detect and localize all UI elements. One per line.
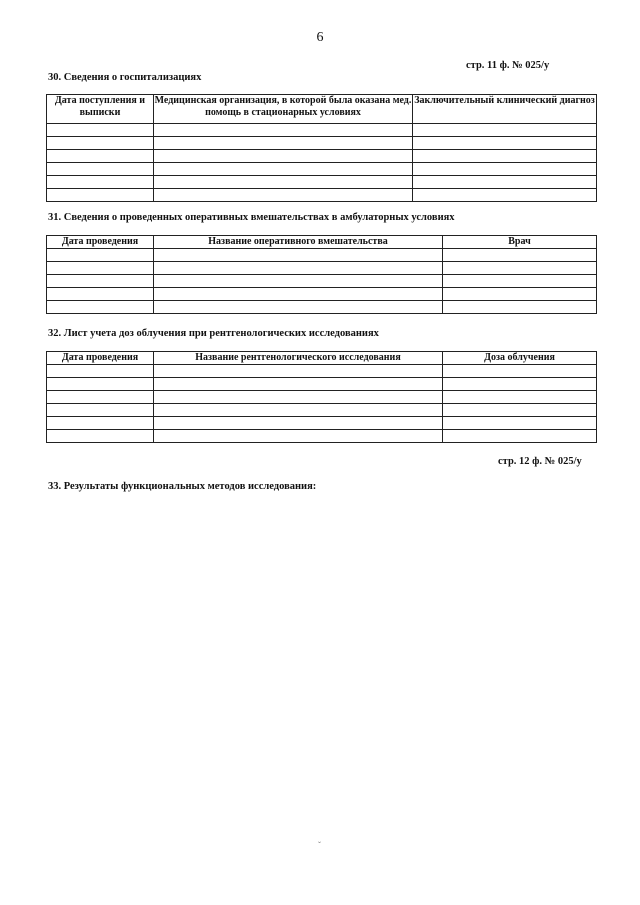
table-row	[47, 163, 597, 176]
table-cell[interactable]	[443, 365, 597, 378]
table-row	[47, 137, 597, 150]
table-cell[interactable]	[47, 163, 154, 176]
table-cell[interactable]	[47, 365, 154, 378]
table-cell[interactable]	[443, 275, 597, 288]
table-row	[47, 417, 597, 430]
table-cell[interactable]	[413, 137, 597, 150]
section-32-title: 32. Лист учета доз облучения при рентгенологических исследованиях	[48, 328, 379, 339]
table-row	[47, 249, 597, 262]
table-row	[47, 189, 597, 202]
table-cell[interactable]	[154, 378, 443, 391]
table-cell[interactable]	[154, 417, 443, 430]
table-cell[interactable]	[47, 150, 154, 163]
table-cell[interactable]	[154, 430, 443, 443]
column-header: Дата поступления и выписки	[47, 95, 154, 124]
table-cell[interactable]	[47, 262, 154, 275]
table-cell[interactable]	[443, 249, 597, 262]
table-cell[interactable]	[154, 189, 413, 202]
table-cell[interactable]	[47, 176, 154, 189]
table-cell[interactable]	[154, 301, 443, 314]
column-header: Заключительный клинический диагноз	[413, 95, 597, 124]
table-cell[interactable]	[47, 124, 154, 137]
table-row	[47, 288, 597, 301]
table-cell[interactable]	[154, 365, 443, 378]
form-reference-bottom: стр. 12 ф. № 025/у	[498, 456, 582, 467]
table-header-row	[47, 352, 597, 365]
column-header: Дата проведения	[47, 236, 154, 249]
table-cell[interactable]	[413, 189, 597, 202]
table-cell[interactable]	[413, 176, 597, 189]
table-cell[interactable]	[154, 404, 443, 417]
column-header: Доза облучения	[443, 352, 597, 365]
table-row	[47, 150, 597, 163]
table-cell[interactable]	[47, 301, 154, 314]
table-row	[47, 262, 597, 275]
table-cell[interactable]	[47, 430, 154, 443]
section-33-title: 33. Результаты функциональных методов исследования:	[48, 481, 317, 492]
table-cell[interactable]	[413, 150, 597, 163]
table-cell[interactable]	[47, 189, 154, 202]
table-row	[47, 124, 597, 137]
table-cell[interactable]	[443, 378, 597, 391]
table-cell[interactable]	[47, 288, 154, 301]
page-number: 6	[316, 30, 324, 45]
table-cell[interactable]	[154, 176, 413, 189]
table-row	[47, 301, 597, 314]
column-header: Название оперативного вмешательства	[154, 236, 443, 249]
table-cell[interactable]	[47, 137, 154, 150]
outpatient-surgery-table	[46, 235, 597, 314]
table-cell[interactable]	[443, 262, 597, 275]
table-cell[interactable]	[413, 163, 597, 176]
table-header-row	[47, 236, 597, 249]
table-cell[interactable]	[47, 275, 154, 288]
table-cell[interactable]	[154, 137, 413, 150]
section-31-title: 31. Сведения о проведенных оперативных вмешательствах в амбулаторных условиях	[48, 212, 455, 223]
hospitalization-table	[46, 94, 597, 202]
table-cell[interactable]	[443, 288, 597, 301]
table-row	[47, 378, 597, 391]
table-row	[47, 365, 597, 378]
form-reference-top: стр. 11 ф. № 025/у	[466, 60, 550, 71]
table-cell[interactable]	[154, 262, 443, 275]
section-30-title: 30. Сведения о госпитализациях	[48, 72, 202, 83]
column-header: Дата проведения	[47, 352, 154, 365]
table-cell[interactable]	[47, 378, 154, 391]
table-cell[interactable]	[154, 391, 443, 404]
table-cell[interactable]	[47, 404, 154, 417]
table-row	[47, 391, 597, 404]
table-cell[interactable]	[443, 391, 597, 404]
table-row	[47, 275, 597, 288]
table-cell[interactable]	[154, 124, 413, 137]
table-cell[interactable]	[154, 288, 443, 301]
table-cell[interactable]	[154, 249, 443, 262]
table-row	[47, 430, 597, 443]
column-header: Врач	[443, 236, 597, 249]
table-row	[47, 176, 597, 189]
table-row	[47, 404, 597, 417]
table-cell[interactable]	[443, 430, 597, 443]
table-cell[interactable]	[47, 391, 154, 404]
table-cell[interactable]	[413, 124, 597, 137]
radiation-dose-table	[46, 351, 597, 443]
table-cell[interactable]	[47, 417, 154, 430]
table-cell[interactable]	[443, 404, 597, 417]
column-header: Медицинская организация, в которой была оказана мед. помощь в стационарных условиях	[154, 95, 413, 124]
table-cell[interactable]	[443, 417, 597, 430]
scan-mark: ˇ	[318, 840, 321, 850]
table-cell[interactable]	[443, 301, 597, 314]
column-header: Название рентгенологического исследования	[154, 352, 443, 365]
table-header-row	[47, 95, 597, 124]
table-cell[interactable]	[154, 150, 413, 163]
table-cell[interactable]	[154, 275, 443, 288]
table-cell[interactable]	[154, 163, 413, 176]
table-cell[interactable]	[47, 249, 154, 262]
